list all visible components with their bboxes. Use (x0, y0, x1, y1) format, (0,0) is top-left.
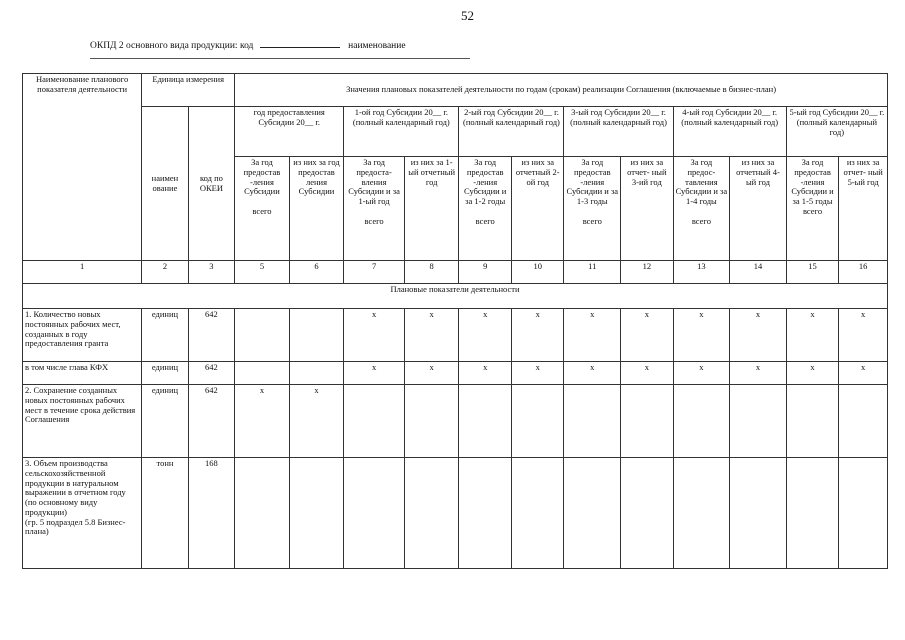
column-number: 15 (786, 261, 839, 284)
header-year-1: 1-ой год Субсидии 20__ г. (полный календарный год) (344, 107, 459, 157)
unit-name: тонн (142, 458, 188, 569)
column-number: 11 (564, 261, 621, 284)
value-cell: x (459, 309, 512, 362)
header-sub: За год предостав -ления Субсидии и за 1-2 годы всего (459, 157, 512, 261)
value-cell (235, 362, 290, 385)
indicator-name: 1. Количество новых постоянных рабочих мест, созданных в году предоставления гранта (23, 309, 142, 362)
value-cell (235, 458, 290, 569)
value-cell (511, 458, 564, 569)
value-cell: x (511, 309, 564, 362)
value-cell (564, 458, 621, 569)
header-year-2: 2-ый год Субсидии 20__ г. (полный календарный год) (459, 107, 564, 157)
header-sub: из них за отчетный 2-ой год (511, 157, 564, 261)
value-cell: x (730, 362, 787, 385)
value-cell: x (673, 309, 730, 362)
value-cell (404, 458, 459, 569)
value-cell: x (786, 309, 839, 362)
column-number: 5 (235, 261, 290, 284)
value-cell: x (404, 362, 459, 385)
table-row (23, 458, 888, 569)
unit-name: единиц (142, 362, 188, 385)
header-year-0: год предоставления Субсидии 20__ г. (235, 107, 344, 157)
data-rows (23, 309, 888, 569)
header-sub: из них за отчет- ный 3-ий год (621, 157, 674, 261)
value-cell: x (621, 362, 674, 385)
unit-okei: 642 (188, 362, 234, 385)
value-cell (459, 385, 512, 458)
value-cell (673, 385, 730, 458)
unit-okei: 168 (188, 458, 234, 569)
table-row (23, 309, 888, 362)
indicators-table (22, 73, 888, 569)
value-cell: x (786, 362, 839, 385)
header-year-5: 5-ый год Субсидии 20__ г. (полный календарный год) (786, 107, 887, 157)
section-title: Плановые показатели деятельности (23, 284, 888, 309)
okpd-name-label: наименование (348, 41, 406, 51)
header-year-4: 4-ый год Субсидии 20__ г. (полный календарный год) (673, 107, 786, 157)
value-cell (730, 458, 787, 569)
column-numbers-row (23, 261, 888, 284)
value-cell: x (564, 309, 621, 362)
value-cell: x (839, 362, 888, 385)
unit-name: единиц (142, 309, 188, 362)
header-sub: из них за 1-ый отчетный год (404, 157, 459, 261)
value-cell: x (289, 385, 344, 458)
header-unit-okei: код по ОКЕИ (188, 107, 234, 261)
value-cell (730, 385, 787, 458)
okpd-code-label: ОКПД 2 основного вида продукции: код (90, 41, 254, 51)
value-cell (235, 309, 290, 362)
column-number: 13 (673, 261, 730, 284)
header-sub: из них за отчет- ный 5-ый год (839, 157, 888, 261)
unit-name: единиц (142, 385, 188, 458)
value-cell (459, 458, 512, 569)
value-cell (289, 309, 344, 362)
indicator-name: в том числе глава КФХ (23, 362, 142, 385)
value-cell (564, 385, 621, 458)
unit-okei: 642 (188, 385, 234, 458)
header-indicator-name: Наименование планового показателя деятельности (23, 74, 142, 261)
header-values-caption: Значения плановых показателей деятельности по годам (срокам) реализации Соглашения (включаемые в бизнес-план) (235, 74, 888, 107)
unit-okei: 642 (188, 309, 234, 362)
header-unit-name: наимен ование (142, 107, 188, 261)
value-cell (786, 458, 839, 569)
value-cell (839, 458, 888, 569)
column-number: 8 (404, 261, 459, 284)
value-cell: x (344, 362, 405, 385)
section-row (23, 284, 888, 309)
value-cell: x (839, 309, 888, 362)
column-number: 14 (730, 261, 787, 284)
header-sub: из них за год предостав ления Субсидии (289, 157, 344, 261)
column-number: 1 (23, 261, 142, 284)
value-cell (404, 385, 459, 458)
column-number: 3 (188, 261, 234, 284)
value-cell (511, 385, 564, 458)
value-cell (621, 458, 674, 569)
page-number: 52 (461, 8, 474, 23)
okpd-line (90, 38, 406, 51)
column-number: 6 (289, 261, 344, 284)
header-sub: За год предостав -ления Субсидии и за 1-3 годы всего (564, 157, 621, 261)
column-number: 10 (511, 261, 564, 284)
table-row (23, 362, 888, 385)
value-cell (839, 385, 888, 458)
value-cell: x (459, 362, 512, 385)
value-cell (344, 385, 405, 458)
value-cell: x (621, 309, 674, 362)
value-cell (289, 458, 344, 569)
value-cell (786, 385, 839, 458)
header-sub: из них за отчетный 4-ый год (730, 157, 787, 261)
column-number: 12 (621, 261, 674, 284)
value-cell: x (730, 309, 787, 362)
column-number: 9 (459, 261, 512, 284)
header-sub: За год предоста- вления Субсидии и за 1-ый год всего (344, 157, 405, 261)
column-number: 16 (839, 261, 888, 284)
header-sub: За год предостав -ления Субсидии всего (235, 157, 290, 261)
indicator-name: 2. Сохранение созданных новых постоянных рабочих мест в течение срока действия Соглашения (23, 385, 142, 458)
value-cell (289, 362, 344, 385)
value-cell: x (564, 362, 621, 385)
okpd-name-blank (90, 58, 470, 59)
value-cell: x (344, 309, 405, 362)
header-year-3: 3-ый год Субсидии 20__ г. (полный календарный год) (564, 107, 673, 157)
header-sub: За год предостав -ления Субсидии и за 1-5 годы всего (786, 157, 839, 261)
column-number: 7 (344, 261, 405, 284)
column-number: 2 (142, 261, 188, 284)
header-unit: Единица измерения (142, 74, 235, 107)
value-cell (673, 458, 730, 569)
header-sub: За год предос- тавления Субсидии и за 1-4 годы всего (673, 157, 730, 261)
value-cell (621, 385, 674, 458)
value-cell (344, 458, 405, 569)
value-cell: x (673, 362, 730, 385)
value-cell: x (404, 309, 459, 362)
okpd-code-blank (260, 38, 340, 48)
indicator-name: 3. Объем производства сельскохозяйственной продукции в натуральном выражении в отчетном году (по основному виду продукции) (гр. 5 подраздел 5.8 Бизнес-плана) (23, 458, 142, 569)
value-cell: x (235, 385, 290, 458)
value-cell: x (511, 362, 564, 385)
table-row (23, 385, 888, 458)
